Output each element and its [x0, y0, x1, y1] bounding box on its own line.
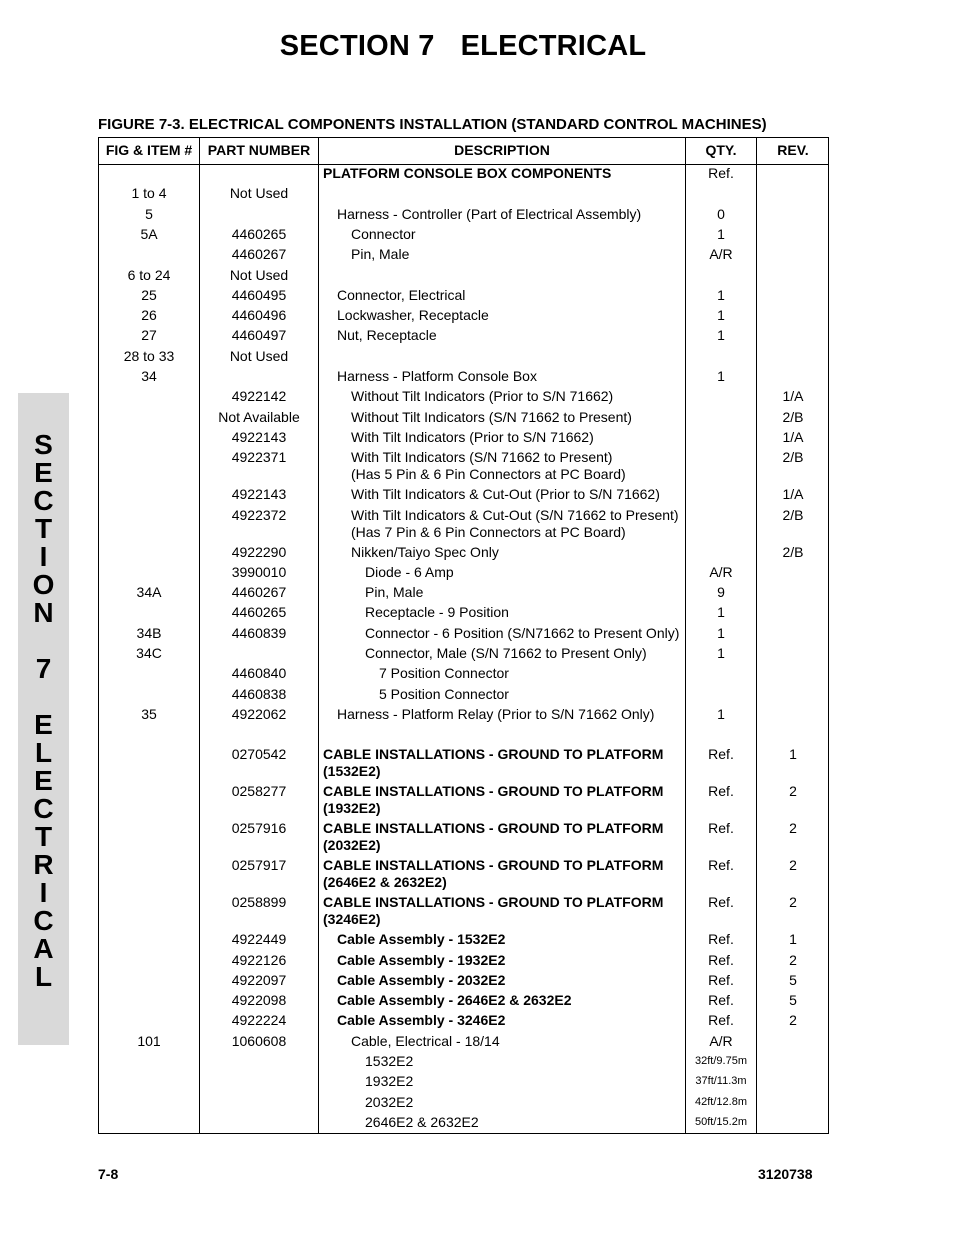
- page-number: 7-8: [98, 1166, 119, 1182]
- side-tab-letter: A: [33, 933, 54, 964]
- qty-cell: 37ft/11.3m: [695, 1075, 747, 1088]
- rev-cell: 2: [789, 820, 797, 837]
- description-cell: [323, 1012, 699, 1029]
- description-line: Pin, Male: [365, 584, 424, 601]
- table-row: [99, 206, 828, 226]
- table-row: [99, 857, 828, 894]
- description-line: With Tilt Indicators & Cut-Out (S/N 71662 to Present): [351, 506, 679, 523]
- description-line: CABLE INSTALLATIONS - GROUND TO PLATFORM: [323, 857, 664, 874]
- description-cell: [323, 686, 741, 703]
- part-number-cell: 4922449: [231, 931, 287, 948]
- table-row: [99, 267, 828, 287]
- description-cell: [323, 287, 699, 304]
- qty-cell: A/R: [709, 563, 733, 580]
- header-fig-item: FIG & ITEM #: [105, 142, 193, 158]
- part-number-cell: 1060608: [231, 1032, 287, 1049]
- description-line: Cable Assembly - 3246E2: [337, 1012, 506, 1029]
- description-cell: [323, 952, 699, 969]
- part-number-cell: 0257917: [231, 857, 287, 874]
- table-header: [99, 138, 828, 165]
- table-row: [99, 165, 828, 185]
- qty-cell: Ref.: [708, 820, 734, 837]
- qty-cell: Ref.: [708, 931, 734, 948]
- rev-cell: 2/B: [782, 543, 804, 560]
- qty-cell: 1: [717, 705, 725, 722]
- description-cell: [323, 368, 699, 385]
- description-line: Nikken/Taiyo Spec Only: [351, 543, 499, 560]
- part-number-cell: 4460839: [231, 624, 287, 641]
- description-line: Connector - 6 Position (S/N71662 to Present Only): [365, 624, 680, 641]
- description-line: Harness - Platform Relay (Prior to S/N 71662 Only): [337, 705, 655, 722]
- part-number-cell: 4460267: [231, 246, 287, 263]
- table-row: [99, 972, 828, 992]
- qty-cell: 1: [717, 225, 725, 242]
- description-line: 1932E2: [365, 1073, 414, 1090]
- side-tab-letter: N: [33, 597, 54, 628]
- rev-cell: 1: [789, 931, 797, 948]
- description-cell: [323, 165, 685, 182]
- description-cell: [323, 746, 685, 780]
- table-row: [99, 368, 828, 388]
- part-number-cell: 4460267: [231, 584, 287, 601]
- description-line: CABLE INSTALLATIONS - GROUND TO PLATFORM: [323, 820, 664, 837]
- rev-cell: 2: [789, 783, 797, 800]
- fig-item-cell: 35: [141, 705, 157, 722]
- fig-item-cell: 101: [137, 1032, 161, 1049]
- rev-cell: 5: [789, 971, 797, 988]
- description-line-2: (Has 5 Pin & 6 Pin Connectors at PC Board): [351, 466, 626, 483]
- side-tab-letters: [18, 431, 69, 991]
- table-row: [99, 287, 828, 307]
- header-rev: REV.: [777, 142, 809, 158]
- description-line: 7 Position Connector: [379, 665, 509, 682]
- part-number-cell: 4460840: [231, 665, 287, 682]
- description-cell: [323, 992, 699, 1009]
- part-number-cell: 4922142: [231, 388, 287, 405]
- side-tab-letter: [18, 683, 69, 711]
- description-line: Connector, Male (S/N 71662 to Present Only): [365, 645, 647, 661]
- part-number-cell: 4922098: [231, 992, 287, 1009]
- description-cell: [323, 665, 741, 682]
- description-cell: [323, 564, 727, 581]
- table-row: [99, 686, 828, 706]
- table-row: [99, 952, 828, 972]
- qty-cell: Ref.: [708, 165, 734, 181]
- description-cell: [323, 1094, 727, 1111]
- table-row: [99, 327, 828, 347]
- section-number: SECTION 7: [279, 30, 435, 62]
- side-tab-letter: R: [33, 849, 54, 880]
- part-number-cell: 4922143: [231, 428, 287, 445]
- fig-item-cell: 1 to 4: [131, 185, 167, 202]
- fig-item-cell: 5A: [140, 225, 158, 242]
- qty-cell: 1: [717, 645, 725, 661]
- part-number-cell: 4460497: [231, 327, 287, 344]
- fig-item-cell: 34C: [136, 645, 162, 661]
- fig-item-cell: 34: [141, 368, 157, 384]
- qty-cell: Ref.: [708, 857, 734, 874]
- figure-title: FIGURE 7-3. ELECTRICAL COMPONENTS INSTALLATION (STANDARD CONTROL MACHINES): [98, 116, 767, 133]
- header-part-number: PART NUMBER: [207, 142, 311, 158]
- description-cell: [323, 226, 713, 243]
- description-cell: [323, 894, 685, 928]
- fig-item-cell: 26: [141, 307, 157, 324]
- description-line-2: (1532E2): [323, 763, 381, 780]
- part-number-cell: Not Used: [229, 266, 289, 283]
- qty-cell: 1: [717, 286, 725, 303]
- rev-cell: 2/B: [782, 449, 804, 466]
- side-tab-letter: E: [34, 709, 53, 740]
- rev-cell: 1/A: [782, 388, 804, 405]
- description-line: With Tilt Indicators (S/N 71662 to Present): [351, 449, 613, 466]
- table-row: [99, 1073, 828, 1093]
- part-number-cell: 0270542: [231, 746, 287, 763]
- fig-item-cell: 5: [145, 205, 153, 222]
- description-line-2: (2032E2): [323, 837, 381, 854]
- description-line: Nut, Receptacle: [337, 327, 437, 344]
- rev-cell: 2: [789, 951, 797, 968]
- description-line: Connector: [351, 225, 416, 242]
- description-line: Cable, Electrical - 18/14: [351, 1032, 500, 1049]
- table-row: [99, 185, 828, 205]
- description-cell: [323, 1053, 727, 1070]
- description-cell: [323, 1033, 713, 1050]
- description-cell: [323, 604, 727, 621]
- description-cell: [323, 544, 713, 561]
- part-number-cell: 4922062: [231, 705, 287, 722]
- side-tab-letter: 7: [35, 653, 52, 684]
- description-cell: [323, 507, 713, 541]
- rev-cell: 1: [789, 746, 797, 763]
- table-row: [99, 604, 828, 624]
- description-cell: [323, 706, 699, 723]
- description-cell: [323, 206, 699, 223]
- section-side-tab: [18, 393, 69, 1045]
- side-tab-letter: E: [34, 765, 53, 796]
- description-line: Cable Assembly - 1932E2: [337, 951, 506, 968]
- description-line: Harness - Platform Console Box: [337, 368, 537, 384]
- table-row: [99, 226, 828, 246]
- description-cell: [323, 486, 713, 503]
- table-row: [99, 726, 828, 746]
- description-line: With Tilt Indicators (Prior to S/N 71662): [351, 428, 594, 445]
- table-row: [99, 746, 828, 783]
- side-tab-letter: O: [32, 569, 55, 600]
- description-line: CABLE INSTALLATIONS - GROUND TO PLATFORM: [323, 746, 664, 763]
- description-cell: [323, 584, 727, 601]
- description-cell: [323, 429, 713, 446]
- description-line: Connector, Electrical: [337, 286, 466, 303]
- description-cell: [323, 857, 685, 891]
- qty-cell: 9: [717, 584, 725, 601]
- qty-cell: Ref.: [708, 992, 734, 1009]
- side-tab-letter: T: [34, 513, 53, 544]
- fig-item-cell: 25: [141, 286, 157, 303]
- fig-item-cell: 34A: [136, 584, 162, 601]
- table-row: [99, 665, 828, 685]
- side-tab-letter: L: [34, 961, 53, 992]
- description-cell: [323, 246, 713, 263]
- qty-cell: 1: [717, 327, 725, 344]
- section-name: ELECTRICAL: [460, 30, 647, 62]
- part-number-cell: 0257916: [231, 820, 287, 837]
- qty-cell: 1: [717, 368, 725, 384]
- document-number: 3120738: [758, 1166, 813, 1182]
- fig-item-cell: 27: [141, 327, 157, 344]
- description-line: 2646E2 & 2632E2: [365, 1113, 479, 1130]
- table-row: [99, 1114, 828, 1134]
- description-line: Without Tilt Indicators (S/N 71662 to Present): [351, 408, 632, 425]
- description-line: Cable Assembly - 2646E2 & 2632E2: [337, 992, 572, 1009]
- description-line: CABLE INSTALLATIONS - GROUND TO PLATFORM: [323, 783, 664, 800]
- table-row: [99, 894, 828, 931]
- part-number-cell: 4460265: [231, 225, 287, 242]
- description-line: CABLE INSTALLATIONS - GROUND TO PLATFORM: [323, 894, 664, 911]
- part-number-cell: Not Available: [218, 408, 300, 425]
- side-tab-letter: I: [39, 877, 48, 908]
- header-qty: QTY.: [705, 142, 737, 158]
- table-row: [99, 388, 828, 408]
- table-row: [99, 1094, 828, 1114]
- qty-cell: A/R: [709, 246, 733, 263]
- rev-cell: 1/A: [782, 428, 804, 445]
- fig-item-cell: 6 to 24: [127, 266, 171, 283]
- side-tab-letter: [18, 627, 69, 655]
- part-number-cell: Not Used: [229, 347, 289, 364]
- part-number-cell: 0258277: [231, 783, 287, 800]
- table-row: [99, 625, 828, 645]
- description-line-2: (2646E2 & 2632E2): [323, 874, 447, 891]
- table-row: [99, 783, 828, 820]
- part-number-cell: 4922143: [231, 486, 287, 503]
- description-line: Cable Assembly - 2032E2: [337, 971, 506, 988]
- table-row: [99, 429, 828, 449]
- qty-cell: Ref.: [708, 951, 734, 968]
- description-line: Cable Assembly - 1532E2: [337, 931, 506, 948]
- table-row: [99, 486, 828, 506]
- side-tab-letter: C: [33, 485, 54, 516]
- description-cell: [323, 645, 727, 662]
- part-number-cell: 4922371: [231, 449, 287, 466]
- qty-cell: Ref.: [708, 894, 734, 911]
- description-line: With Tilt Indicators & Cut-Out (Prior to S/N 71662): [351, 486, 660, 503]
- qty-cell: 50ft/15.2m: [695, 1115, 747, 1128]
- fig-item-cell: 34B: [136, 624, 162, 641]
- table-row: [99, 992, 828, 1012]
- part-number-cell: Not Used: [229, 185, 289, 202]
- description-cell: [323, 1073, 727, 1090]
- description-cell: [323, 449, 713, 483]
- table-row: [99, 348, 828, 368]
- qty-cell: 1: [717, 624, 725, 641]
- parts-table: [98, 137, 829, 1134]
- part-number-cell: 0258899: [231, 894, 287, 911]
- description-cell: [323, 1114, 727, 1131]
- rev-cell: 2: [789, 1012, 797, 1029]
- side-tab-letter: C: [33, 905, 54, 936]
- description-line: 2032E2: [365, 1093, 414, 1110]
- description-line: Receptacle - 9 Position: [365, 604, 509, 621]
- fig-item-cell: 28 to 33: [123, 347, 175, 364]
- description-cell: [323, 783, 685, 817]
- qty-cell: 1: [717, 307, 725, 324]
- part-number-cell: 4922372: [231, 506, 287, 523]
- qty-cell: Ref.: [708, 746, 734, 763]
- description-cell: [323, 327, 699, 344]
- rev-cell: 2: [789, 857, 797, 874]
- rev-cell: 5: [789, 992, 797, 1009]
- table-row: [99, 544, 828, 564]
- part-number-cell: 4460838: [231, 685, 287, 702]
- table-row: [99, 246, 828, 266]
- table-row: [99, 820, 828, 857]
- qty-cell: A/R: [709, 1032, 733, 1049]
- table-row: [99, 449, 828, 486]
- qty-cell: 32ft/9.75m: [695, 1055, 747, 1067]
- description-line: Diode - 6 Amp: [365, 563, 454, 580]
- qty-cell: Ref.: [708, 971, 734, 988]
- side-tab-letter: S: [34, 429, 53, 460]
- part-number-cell: 4922097: [231, 971, 287, 988]
- table-row: [99, 564, 828, 584]
- qty-cell: 42ft/12.8m: [695, 1095, 747, 1108]
- side-tab-letter: L: [34, 737, 53, 768]
- description-line-2: (Has 7 Pin & 6 Pin Connectors at PC Board): [351, 523, 626, 540]
- description-cell: [323, 931, 699, 948]
- description-cell: [323, 820, 685, 854]
- description-cell: [323, 388, 713, 405]
- qty-cell: Ref.: [708, 783, 734, 800]
- section-title: [0, 30, 926, 63]
- qty-cell: 0: [717, 205, 725, 222]
- rev-cell: 2/B: [782, 506, 804, 523]
- table-row: [99, 1053, 828, 1073]
- description-line-2: (1932E2): [323, 800, 381, 817]
- part-number-cell: 3990010: [231, 563, 287, 580]
- rev-cell: 2/B: [782, 408, 804, 425]
- part-number-cell: 4922290: [231, 543, 287, 560]
- table-row: [99, 1012, 828, 1032]
- table-row: [99, 645, 828, 665]
- description-line: PLATFORM CONSOLE BOX COMPONENTS: [323, 165, 612, 181]
- description-line-2: (3246E2): [323, 911, 381, 928]
- description-cell: [323, 625, 727, 642]
- description-cell: [323, 409, 713, 426]
- side-tab-letter: I: [39, 541, 48, 572]
- table-row: [99, 931, 828, 951]
- description-line: Pin, Male: [351, 246, 410, 263]
- side-tab-letter: E: [34, 457, 53, 488]
- part-number-cell: 4922224: [231, 1012, 287, 1029]
- rev-cell: 1/A: [782, 486, 804, 503]
- table-row: [99, 507, 828, 544]
- rev-cell: 2: [789, 894, 797, 911]
- description-cell: [323, 307, 699, 324]
- description-line: Harness - Controller (Part of Electrical Assembly): [337, 205, 642, 222]
- description-line: Lockwasher, Receptacle: [337, 307, 489, 324]
- description-line: 1532E2: [365, 1053, 414, 1069]
- description-line: 5 Position Connector: [379, 685, 509, 702]
- side-tab-letter: T: [34, 821, 53, 852]
- side-tab-letter: C: [33, 793, 54, 824]
- part-number-cell: 4922126: [231, 951, 287, 968]
- description-cell: [323, 972, 699, 989]
- part-number-cell: 4460495: [231, 286, 287, 303]
- table-row: [99, 706, 828, 726]
- table-row: [99, 409, 828, 429]
- part-number-cell: 4460265: [231, 604, 287, 621]
- table-row: [99, 1033, 828, 1053]
- description-line: Without Tilt Indicators (Prior to S/N 71662): [351, 388, 614, 405]
- qty-cell: Ref.: [708, 1012, 734, 1029]
- table-row: [99, 307, 828, 327]
- part-number-cell: 4460496: [231, 307, 287, 324]
- header-description: DESCRIPTION: [454, 142, 550, 158]
- table-row: [99, 584, 828, 604]
- qty-cell: 1: [717, 604, 725, 621]
